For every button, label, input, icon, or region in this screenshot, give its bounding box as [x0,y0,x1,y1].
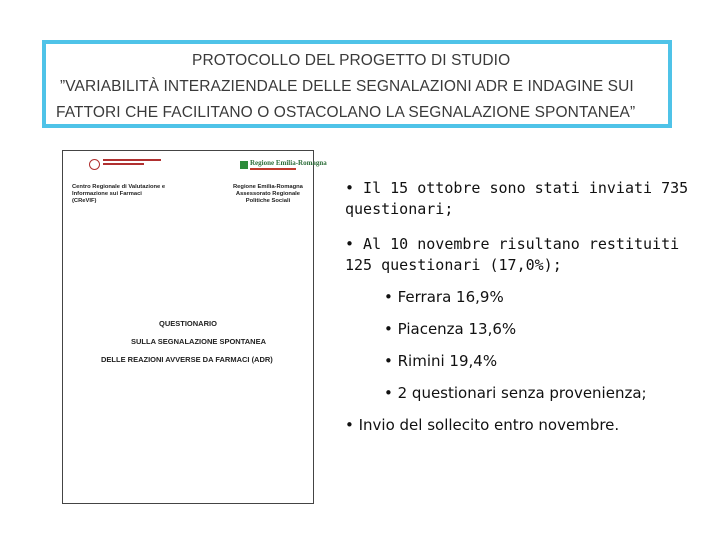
doc-title-line-1: QUESTIONARIO [159,319,217,328]
title-banner [42,40,672,128]
bullet-reminder: • Invio del sollecito entro novembre. [345,416,620,434]
banner-line-3: FATTORI CHE FACILITANO O OSTACOLANO LA SEGNALAZIONE SPONTANEA” [56,104,636,121]
right-org-text: Regione Emilia-Romagna Assessorato Regionale Politiche Sociali [233,184,303,204]
left-org-text: Centro Regionale di Valutazione e Informazione sui Farmaci (CReVIF) [72,184,166,204]
sub-bullet-piacenza: • Piacenza 13,6% [384,320,517,338]
sub-bullet-rimini: • Rimini 19,4% [384,352,498,370]
banner-line-1: PROTOCOLLO DEL PROGETTO DI STUDIO [192,52,511,69]
doc-title-line-2: SULLA SEGNALAZIONE SPONTANEA [131,337,267,346]
banner-line-2: ”VARIABILITÀ INTERAZIENDALE DELLE SEGNALAZIONI ADR E INDAGINE SUI [60,78,634,95]
bullet-questionnaires-returned: • Al 10 novembre risultano restituiti 125 questionari (17,0%); [345,235,680,274]
regione-logo: Regione Emilia-Romagna [240,159,296,171]
bullet-questionnaires-sent: • Il 15 ottobre sono stati inviati 735 questionari; [345,179,689,218]
questionnaire-document-thumbnail [62,150,327,504]
sub-bullet-ferrara: • Ferrara 16,9% [384,288,504,306]
doc-title-line-3: DELLE REAZIONI AVVERSE DA FARMACI (ADR) [101,355,273,364]
university-logo [89,159,179,173]
sub-bullet-no-origin: • 2 questionari senza provenienza; [384,384,647,402]
